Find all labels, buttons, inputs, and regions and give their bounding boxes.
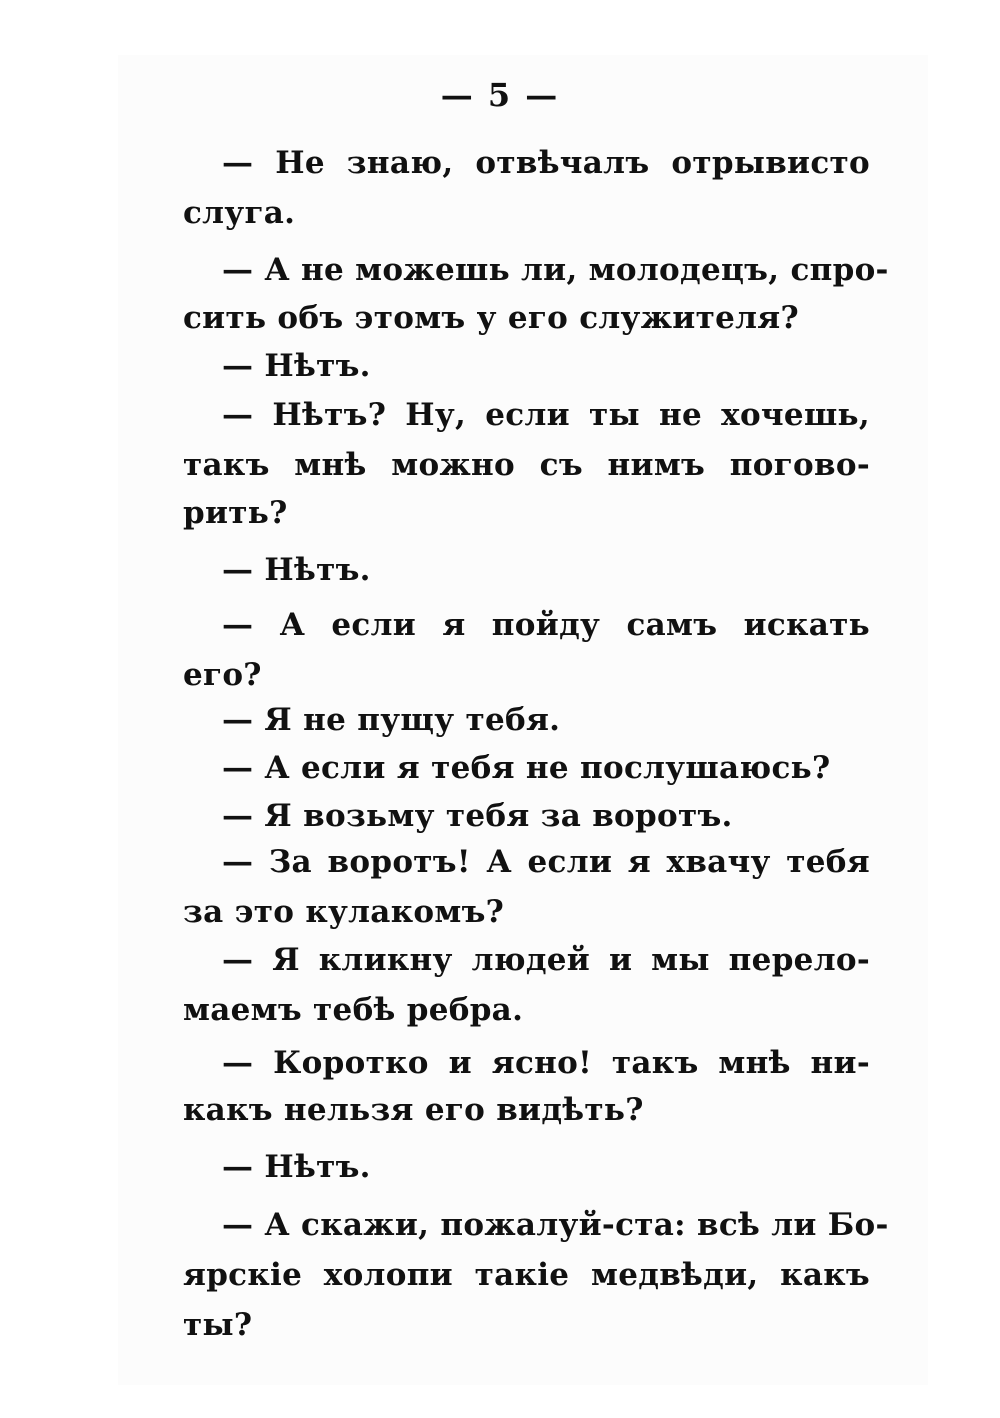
text-line: — Я не пущу тебя. bbox=[222, 702, 561, 738]
text-line: — Нѣтъ. bbox=[222, 552, 371, 588]
text-line: ярскіе холопи такіе медвѣди, какъ bbox=[183, 1257, 870, 1293]
text-line: какъ нельзя его видѣть? bbox=[183, 1092, 644, 1128]
text-line: — Коротко и ясно! такъ мнѣ ни- bbox=[222, 1045, 870, 1081]
text-line: — А если я пойду самъ искать bbox=[222, 607, 870, 643]
text-line: — Не знаю, отвѣчалъ отрывисто bbox=[222, 145, 870, 181]
text-line: — Я кликну людей и мы перело- bbox=[222, 942, 870, 978]
text-line: — Нѣтъ. bbox=[222, 348, 371, 384]
text-line: такъ мнѣ можно съ нимъ погово- bbox=[183, 447, 870, 483]
text-line: ты? bbox=[183, 1307, 253, 1343]
text-line: за это кулакомъ? bbox=[183, 894, 505, 930]
text-line: — За воротъ! А если я хвачу тебя bbox=[222, 844, 870, 880]
text-line: сить объ этомъ у его служителя? bbox=[183, 300, 799, 336]
text-line: его? bbox=[183, 657, 262, 693]
text-line: — А не можешь ли, молодецъ, спро- bbox=[222, 252, 889, 288]
page-number: — 5 — bbox=[440, 76, 560, 114]
text-line: — Нѣтъ? Ну, если ты не хочешь, bbox=[222, 397, 870, 433]
text-line: — А если я тебя не послушаюсь? bbox=[222, 750, 831, 786]
text-line: — А скажи, пожалуй-ста: всѣ ли Бо- bbox=[222, 1207, 889, 1243]
text-line: маемъ тебѣ ребра. bbox=[183, 992, 524, 1028]
text-line: — Нѣтъ. bbox=[222, 1149, 371, 1185]
text-line: — Я возьму тебя за воротъ. bbox=[222, 798, 733, 834]
text-line: слуга. bbox=[183, 195, 296, 231]
text-line: рить? bbox=[183, 495, 288, 531]
